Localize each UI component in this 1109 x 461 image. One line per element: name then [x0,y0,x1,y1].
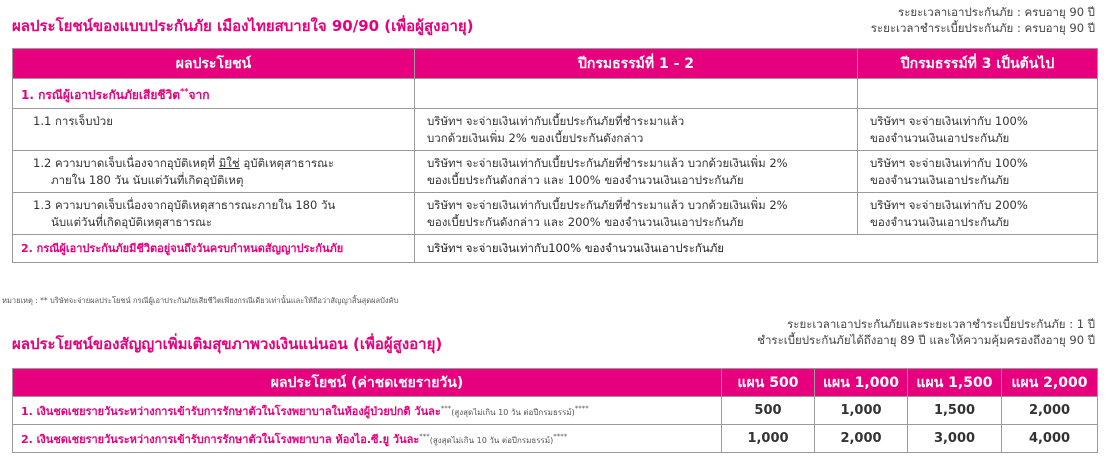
rider-row-1-plan-500: 500 [722,397,815,425]
group1-row [13,79,1098,109]
row-1-3-year12 [415,193,858,235]
section2-meta-line2: ชำระเบี้ยประกันภัยได้ถึงอายุ 89 ปี และให้ความคุ้มครองถึงอายุ 90 ปี [757,333,1095,347]
rider-row-1-note-mark: **** [574,403,589,412]
row-label-1-2-line2: ภายใน 180 วัน นับแต่วันที่เกิดอุบัติเหตุ [51,172,244,187]
section1-meta-line2: ระยะเวลาชำระเบี้ยประกันภัย : ครบอายุ 90 ปี [870,21,1095,35]
group1-suffix: จาก [188,88,210,102]
header-benefit: ผลประโยชน์ [13,49,415,79]
row-1-2-year12-line2: ของเบี้ยประกันดังกล่าว และ 100% ของจำนวนเงินเอาประกันภัย [427,172,744,187]
row-1-2-year3-line1: บริษัทฯ จะจ่ายเงินเท่ากับ 100% [870,155,1028,170]
table-row [13,193,1098,235]
section2-meta [757,316,1095,348]
table-row [13,109,1098,151]
group2-value: บริษัทฯ จะจ่ายเงินเท่ากับ100% ของจำนวนเงินเอาประกันภัย [415,235,1098,263]
section2-title: ผลประโยชน์ของสัญญาเพิ่มเติมสุขภาพวงเงินแน่นอน (เพื่อผู้สูงอายุ) [12,335,443,353]
benefits-table [12,48,1098,263]
rider-row-1-label [13,397,722,425]
row-1-3-year3 [858,193,1098,235]
row-label-1-2-line1 [33,155,406,172]
header-plan-1500: แผน 1,500 [908,369,1002,397]
row-1-2-year12 [415,151,858,193]
rider-row-2-note: (สูงสุดไม่เกิน 10 วัน ต่อปีกรมธรรม์) [429,435,554,445]
header-plan-2000: แผน 2,000 [1002,369,1098,397]
row-1-2-year3 [858,151,1098,193]
table-row [13,425,1098,453]
group1-empty-1 [415,79,858,109]
rider-row-2-note-mark: **** [553,431,568,440]
section1-title: ผลประโยชน์ของแบบประกันภัย เมืองไทยสบายใจ 90/90 (เพื่อผู้สูงอายุ) [12,17,474,35]
rider-header-row [13,369,1098,397]
section1-meta-line1: ระยะเวลาเอาประกันภัย : ครบอายุ 90 ปี [898,5,1095,19]
rider-row-1-plan-2000: 2,000 [1002,397,1098,425]
rider-row-2-label [13,425,722,453]
header-plan-500: แผน 500 [722,369,815,397]
row-1-3-year3-line1: บริษัทฯ จะจ่ายเงินเท่ากับ 200% [870,197,1028,212]
group1-label-text: 1. กรณีผู้เอาประกันภัยเสียชีวิต [21,88,181,102]
rider-row-1-text: 1. เงินชดเชยรายวันระหว่างการเข้ารับการรักษาตัวในโรงพยาบาลในห้องผู้ป่วยปกติ วันละ [21,404,441,418]
row-1-1-year3-line2: ของจำนวนเงินเอาประกันภัย [870,130,1010,145]
row-1-3-year12-line1: บริษัทฯ จะจ่ายเงินเท่ากับเบี้ยประกันภัยที่ชำระมาแล้ว บวกด้วยเงินเพิ่ม 2% [427,197,788,212]
row-1-1-year3 [858,109,1098,151]
rider-row-2-plan-2000: 4,000 [1002,425,1098,453]
row-1-3-year3-line2: ของจำนวนเงินเอาประกันภัย [870,214,1010,229]
rider-row-2-plan-1500: 3,000 [908,425,1002,453]
rider-row-1-plan-1500: 1,500 [908,397,1002,425]
group2-label: 2. กรณีผู้เอาประกันภัยมีชีวิตอยู่จนถึงวันครบกำหนดสัญญาประกันภัย [13,235,415,263]
row-label-1-2-underline: มิใช่ [218,155,240,170]
rider-row-1-plan-1000: 1,000 [815,397,908,425]
row-1-1-year12-line2: บวกด้วยเงินเพิ่ม 2% ของเบี้ยประกันดังกล่าว [427,130,644,145]
row-1-1-year12-line1: บริษัทฯ จะจ่ายเงินเท่ากับเบี้ยประกันภัยที่ชำระมาแล้ว [427,113,685,128]
header-plan-1000: แผน 1,000 [815,369,908,397]
row-1-2-year3-line2: ของจำนวนเงินเอาประกันภัย [870,172,1010,187]
rider-table [12,368,1098,453]
row-label-1-2 [13,151,415,193]
rider-row-2-mark: *** [419,431,430,440]
section2-meta-line1: ระยะเวลาเอาประกันภัยและระยะเวลาชำระเบี้ยประกันภัย : 1 ปี [787,317,1095,331]
benefits-header-row [13,49,1098,79]
rider-row-2-plan-500: 1,000 [722,425,815,453]
group1-empty-2 [858,79,1098,109]
rider-row-2-plan-1000: 2,000 [815,425,908,453]
header-rider-benefit: ผลประโยชน์ (ค่าชดเชยรายวัน) [13,369,722,397]
footnote: หมายเหตุ : ** บริษัทจะจ่ายผลประโยชน์ กรณีผู้เอาประกันภัยเสียชีวิตเพียงกรณีเดียวเท่านั้นและให้ถือว่าสัญญาสิ้นสุดผลบังคับ [2,296,399,305]
group1-label [13,79,415,109]
table-row [13,397,1098,425]
row-1-1-year3-line1: บริษัทฯ จะจ่ายเงินเท่ากับ 100% [870,113,1028,128]
row-label-1-1-text: 1.1 การเจ็บป่วย [33,114,114,128]
section1-meta [871,4,1095,36]
row-1-1-year12 [415,109,858,151]
row-label-1-3-line2: นับแต่วันที่เกิดอุบัติเหตุสาธารณะ [51,214,212,229]
row-label-1-2-part-b: อุบัติเหตุสาธารณะ [243,155,335,170]
row-label-1-1 [13,109,415,151]
row-1-3-year12-line2: ของเบี้ยประกันดังกล่าว และ 200% ของจำนวนเงินเอาประกันภัย [427,214,744,229]
group2-row [13,235,1098,263]
rider-row-1-mark: *** [440,403,452,412]
row-label-1-2-part-a: 1.2 ความบาดเจ็บเนื่องจากอุบัติเหตุที่ [33,155,216,170]
rider-row-1-note: (สูงสุดไม่เกิน 10 วัน ต่อปีกรมธรรม์) [451,407,575,417]
row-label-1-3 [13,193,415,235]
group1-mark: ** [180,87,189,96]
table-row [13,151,1098,193]
rider-row-2-text: 2. เงินชดเชยรายวันระหว่างการเข้ารับการรักษาตัวในโรงพยาบาล ห้องไอ.ซี.ยู วันละ [21,432,420,446]
row-label-1-3-line1: 1.3 ความบาดเจ็บเนื่องจากอุบัติเหตุสาธารณะภายใน 180 วัน [33,197,336,212]
row-1-2-year12-line1: บริษัทฯ จะจ่ายเงินเท่ากับเบี้ยประกันภัยที่ชำระมาแล้ว บวกด้วยเงินเพิ่ม 2% [427,155,788,170]
header-year-3-plus: ปีกรมธรรม์ที่ 3 เป็นต้นไป [858,49,1098,79]
header-year-1-2: ปีกรมธรรม์ที่ 1 - 2 [415,49,858,79]
